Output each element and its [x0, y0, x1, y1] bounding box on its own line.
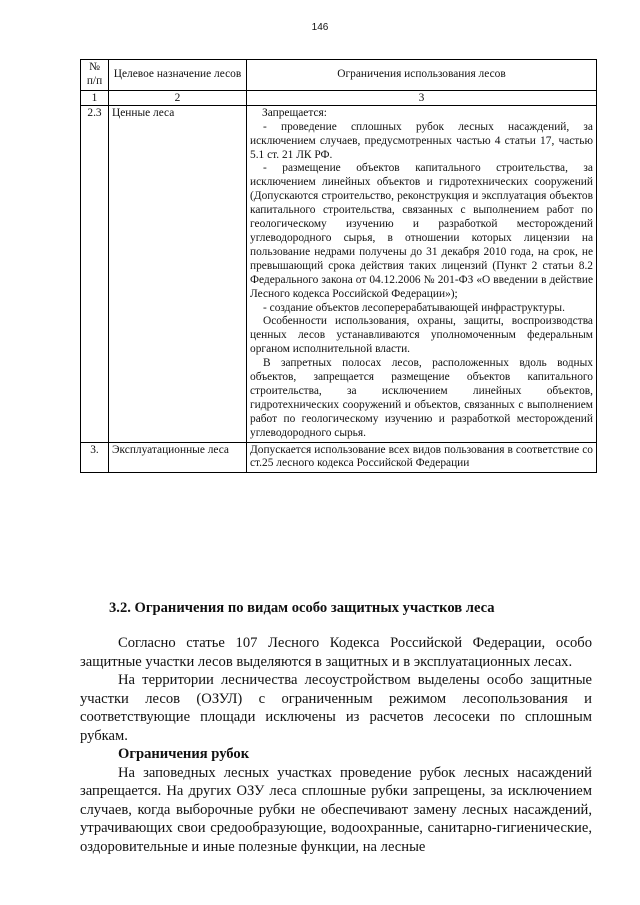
subheading: Ограничения рубок	[118, 746, 250, 762]
header-restrictions: Ограничения использования лесов	[247, 60, 597, 91]
row-restrictions	[247, 105, 597, 442]
restriction-paragraph: - размещение объектов капитального строительства, за исключением линейных объектов и гидротехнических сооружений (Допускаются строительство, реконструкция и эксплуатация объектов капитального строительства, связанных с выполнением работ по геологическому изучению и разработкой месторождений углеводородного сырья, в отношении которых лицензии на пользование недрами получены до 31 декабря 2010 года, на срок, не превышающий срока действия таких лицензий (Пункт 2 статьи 8.2 Федерального закона от 04.12.2006 № 201-ФЗ «О введении в действие Лесного кодекса Российской Федерации»);	[250, 162, 593, 300]
table-row	[81, 442, 597, 473]
restriction-paragraph: Запрещается:	[262, 106, 327, 119]
section-body	[80, 634, 592, 856]
row-number: 2.3	[81, 105, 109, 442]
row-restrictions: Допускается использование всех видов пользования в соответствие со ст.25 лесного кодекса Российской Федерации	[247, 442, 597, 473]
table-row	[81, 105, 597, 442]
forest-restrictions-table	[80, 59, 597, 473]
header-purpose: Целевое назначение лесов	[109, 60, 247, 91]
column-number: 2	[109, 90, 247, 105]
restriction-paragraph: - создание объектов лесоперерабатывающей инфраструктуры.	[263, 301, 565, 314]
restriction-paragraph: - проведение сплошных рубок лесных насаждений, за исключением случаев, предусмотренных частью 4 статьи 17, частью 5.1 ст. 21 ЛК РФ.	[250, 120, 593, 161]
body-paragraph: Согласно статье 107 Лесного Кодекса Российской Федерации, особо защитные участки лесов выделяются в защитных и в эксплуатационных лесах.	[80, 635, 592, 670]
restriction-paragraph: Особенности использования, охраны, защиты, воспроизводства ценных лесов устанавливаются уполномоченным федеральным органом исполнительной власти.	[250, 315, 593, 356]
column-number: 1	[81, 90, 109, 105]
row-number: 3.	[81, 442, 109, 473]
row-purpose: Ценные леса	[109, 105, 247, 442]
body-paragraph: На заповедных лесных участках проведение рубок лесных насаждений запрещается. На других ОЗУ леса сплошные рубки запрещены, за исключением случаев, когда выборочные рубки не обеспечивают замену лесных насаждений, утрачивающих свои средообразующие, водоохранные, санитарно-гигиенические, оздоровительные и иные полезные функции, на лесные	[80, 764, 592, 855]
restriction-paragraph: В запретных полосах лесов, расположенных вдоль водных объектов, запрещается размещение объектов капитального строительства, за исключением линейных объектов, гидротехнических сооружений и объектов, связанных с выполнением работ по геологическому изучению и разработкой месторождений углеводородного сырья.	[250, 357, 593, 439]
body-paragraph: На территории лесничества лесоустройством выделены особо защитные участки лесов (ОЗУЛ) с ограниченным режимом лесопользования и соответствующие площади исключены из расчетов лесосеки по сплошным рубкам.	[80, 672, 592, 744]
section-heading: 3.2. Ограничения по видам особо защитных участков леса	[109, 600, 495, 616]
row-purpose: Эксплуатационные леса	[109, 442, 247, 473]
table-header-row	[81, 60, 597, 91]
page-number: 146	[311, 22, 329, 33]
header-num: № п/п	[81, 60, 109, 91]
column-number-row	[81, 90, 597, 105]
column-number: 3	[247, 90, 597, 105]
